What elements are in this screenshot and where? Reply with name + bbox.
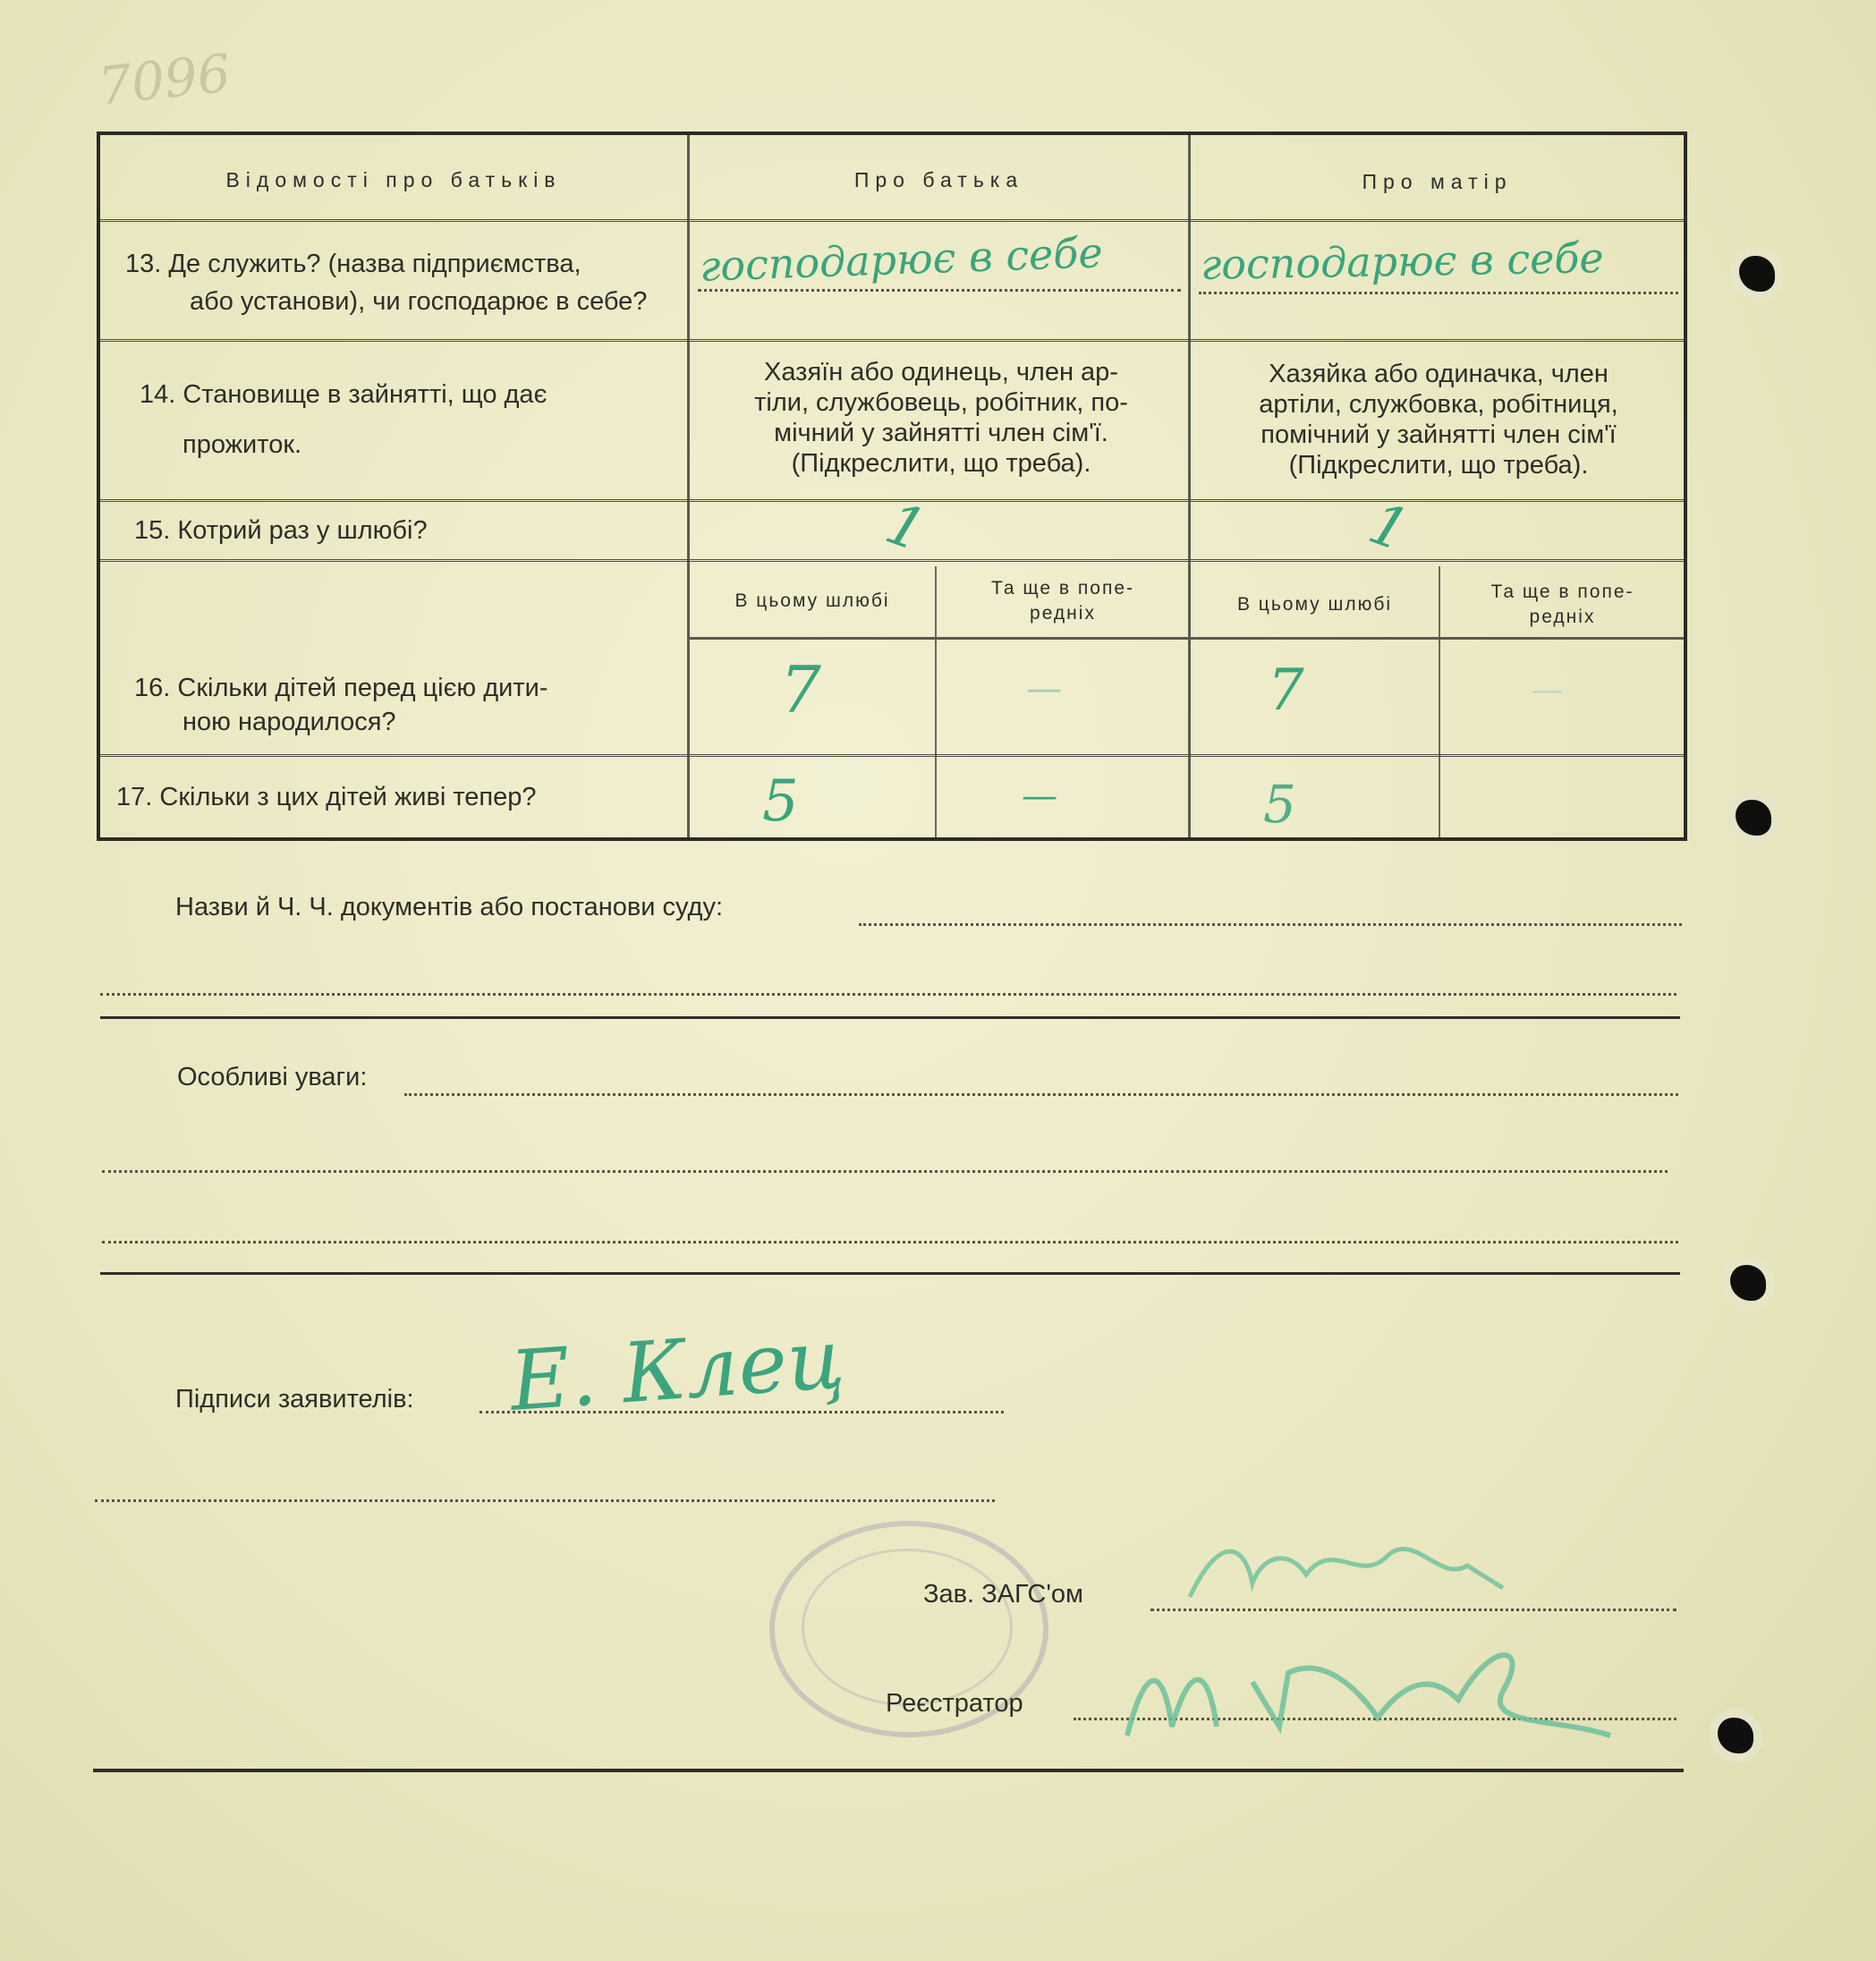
q16-father-previous: — [1026,668,1062,709]
subheader-previous-mother-line2: редніх [1529,607,1596,627]
q14-father-option: мічний у зайнятті член сім'ї. [774,419,1108,447]
header-mother: Про матір [1362,170,1513,193]
table-rule [100,499,1684,505]
q14-mother-option: (Підкреслити, що треба). [1288,451,1589,480]
table-rule [100,339,1684,344]
documents-line [100,993,1677,996]
q13-mother-answer: господарює в себе [1200,233,1605,289]
table-divider [1188,135,1191,837]
q17-question: 17. Скільки з цих дітей живі тепер? [116,783,537,811]
table-rule [100,559,1684,565]
parents-info-table [97,132,1687,841]
header-parents-info: Відомості про батьків [225,168,562,191]
section-rule [100,1272,1680,1275]
q14-mother-option: помічний у зайнятті член сім'ї [1261,420,1617,449]
q14-line1: 14. Становище в зайнятті, що дає [140,380,548,409]
q14-line2: прожиток. [183,430,302,459]
q16-father-this-marriage: 7 [780,652,821,727]
section-rule [100,1016,1680,1019]
q15-father-answer: 1 [877,490,935,565]
subheader-previous-mother-line1: Та ще в попе- [1490,582,1634,602]
table-divider [687,135,690,837]
header-father: Про батька [853,168,1024,191]
q13-line1: 13. Де служить? (назва підприємства, [125,250,581,278]
table-rule [100,754,1684,760]
subheader-previous-father-line2: редніх [1030,603,1096,624]
signature-line [95,1499,995,1502]
zags-head-signature [1181,1521,1521,1619]
remarks-line [102,1170,1668,1173]
subheader-this-marriage-father: В цьому шлюбі [734,590,890,611]
remarks-label: Особливі уваги: [177,1063,368,1091]
table-divider [935,566,937,837]
answer-dotted-line [1199,292,1678,294]
zags-head-label: Зав. ЗАГС'ом [923,1580,1083,1609]
q16-line2: ною народилося? [183,708,396,736]
q16-line1: 16. Скільки дітей перед цією дити- [134,674,548,702]
applicant-signature: Е. Клец [506,1311,848,1430]
stamp-inner-ring [802,1549,1013,1706]
table-divider [1439,566,1440,837]
q16-mother-previous: — [1532,672,1564,709]
q14-mother-option: Хазяйка або одиначка, член [1269,360,1609,388]
signature-line [480,1411,1004,1413]
q14-father-option: тіли, службовець, робітник, по- [754,388,1128,417]
page-bottom-rule [93,1769,1684,1772]
subheader-this-marriage-mother: В цьому шлюбі [1236,594,1393,615]
q15-mother-answer: 1 [1360,490,1418,565]
q14-mother-option: артіли, службовка, робітниця, [1259,390,1618,419]
q14-father-option: (Підкреслити, що треба). [791,449,1091,478]
q14-father-option: Хазяїн або одинець, член ар- [764,358,1118,386]
table-rule [100,219,1684,225]
q13-father-answer: господарює в себе [699,228,1104,291]
registrar-label: Реєстратор [886,1689,1023,1718]
q13-line2: або установи), чи господарює в себе? [190,287,648,316]
table-rule [690,637,1684,640]
q17-father-this-marriage: 5 [762,768,799,835]
documents-line [859,923,1682,926]
signatures-label: Підписи заявителів: [175,1385,414,1413]
q15-question: 15. Котрий раз у шлюбі? [134,516,428,545]
answer-dotted-line [698,289,1181,292]
remarks-line [102,1241,1678,1244]
q17-mother-this-marriage: 5 [1263,774,1296,835]
subheader-previous-father-line1: Та ще в попе- [990,578,1135,598]
remarks-line [404,1093,1678,1096]
corner-archive-number: 7096 [95,42,233,117]
registrar-signature [1109,1628,1664,1780]
q16-mother-this-marriage: 7 [1268,658,1304,724]
q17-father-previous: — [1022,776,1057,817]
documents-label: Назви й Ч. Ч. документів або постанови суду: [175,893,724,921]
